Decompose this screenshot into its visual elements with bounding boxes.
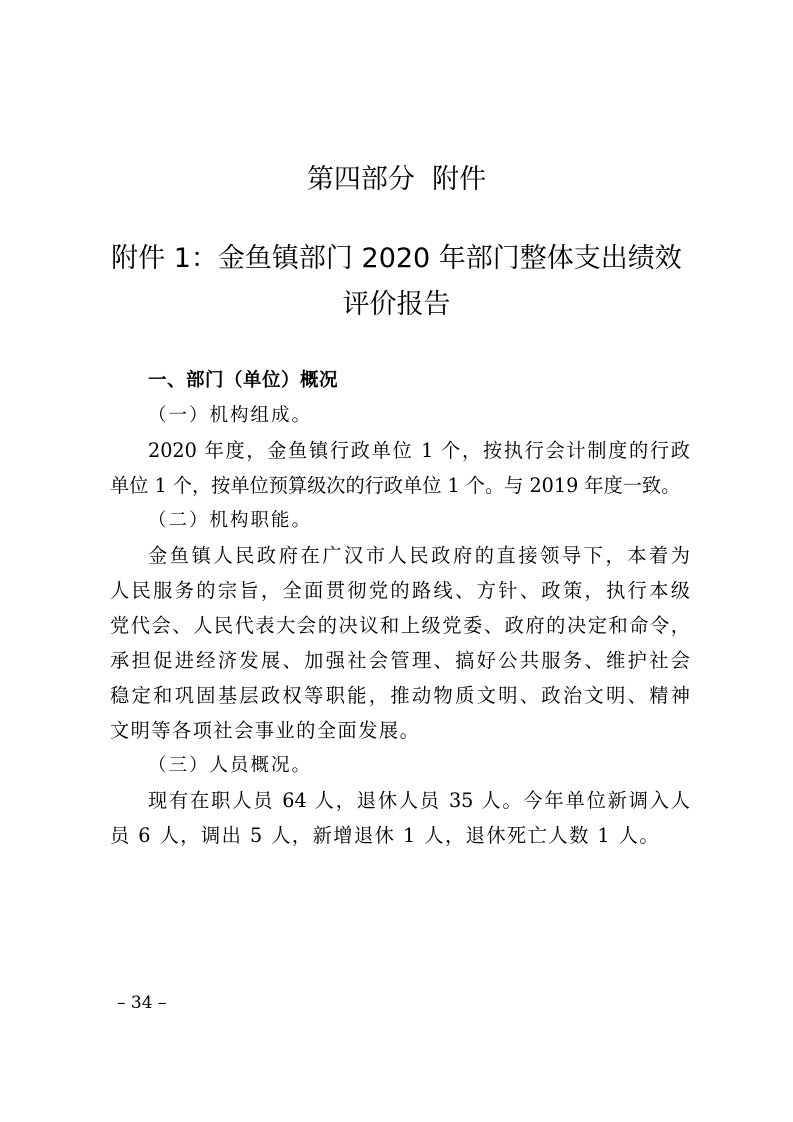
part-title: 第四部分 附件 bbox=[306, 164, 487, 195]
paragraph-line: 稳定和巩固基层政权等职能，推动物质文明、政治文明、精神 bbox=[110, 684, 690, 707]
document-title-line-2: 评价报告 bbox=[342, 289, 451, 320]
paragraph-line: 现有在职人员 64 人，退休人员 35 人。今年单位新调入人 bbox=[148, 789, 690, 812]
paragraph-line: 金鱼镇人民政府在广汉市人民政府的直接领导下，本着为 bbox=[148, 544, 690, 567]
report-body bbox=[110, 363, 690, 853]
paragraph-line: 文明等各项社会事业的全面发展。 bbox=[110, 719, 421, 742]
document-title bbox=[100, 236, 693, 328]
document-title-line-1: 附件 1：金鱼镇部门 2020 年部门整体支出绩效 bbox=[111, 243, 682, 274]
page-number: – 34 – bbox=[117, 993, 167, 1013]
section-heading-overview: 一、部门（单位）概况 bbox=[148, 370, 339, 391]
paragraph-line: 员 6 人，调出 5 人，新增退休 1 人，退休死亡人数 1 人。 bbox=[110, 824, 661, 847]
paragraph-line: 承担促进经济发展、加强社会管理、搞好公共服务、维护社会 bbox=[110, 649, 690, 672]
subsection-heading-organization: （一）机构组成。 bbox=[148, 405, 313, 426]
paragraph-line: 党代会、人民代表大会的决议和上级党委、政府的决定和命令， bbox=[110, 614, 690, 637]
paragraph-line: 2020 年度，金鱼镇行政单位 1 个，按执行会计制度的行政 bbox=[148, 439, 690, 462]
subsection-heading-functions: （二）机构职能。 bbox=[148, 510, 313, 531]
paragraph-line: 单位 1 个，按单位预算级次的行政单位 1 个。与 2019 年度一致。 bbox=[110, 474, 681, 497]
subsection-heading-staff: （三）人员概况。 bbox=[148, 755, 313, 776]
paragraph-line: 人民服务的宗旨，全面贯彻党的路线、方针、政策，执行本级 bbox=[110, 579, 690, 602]
